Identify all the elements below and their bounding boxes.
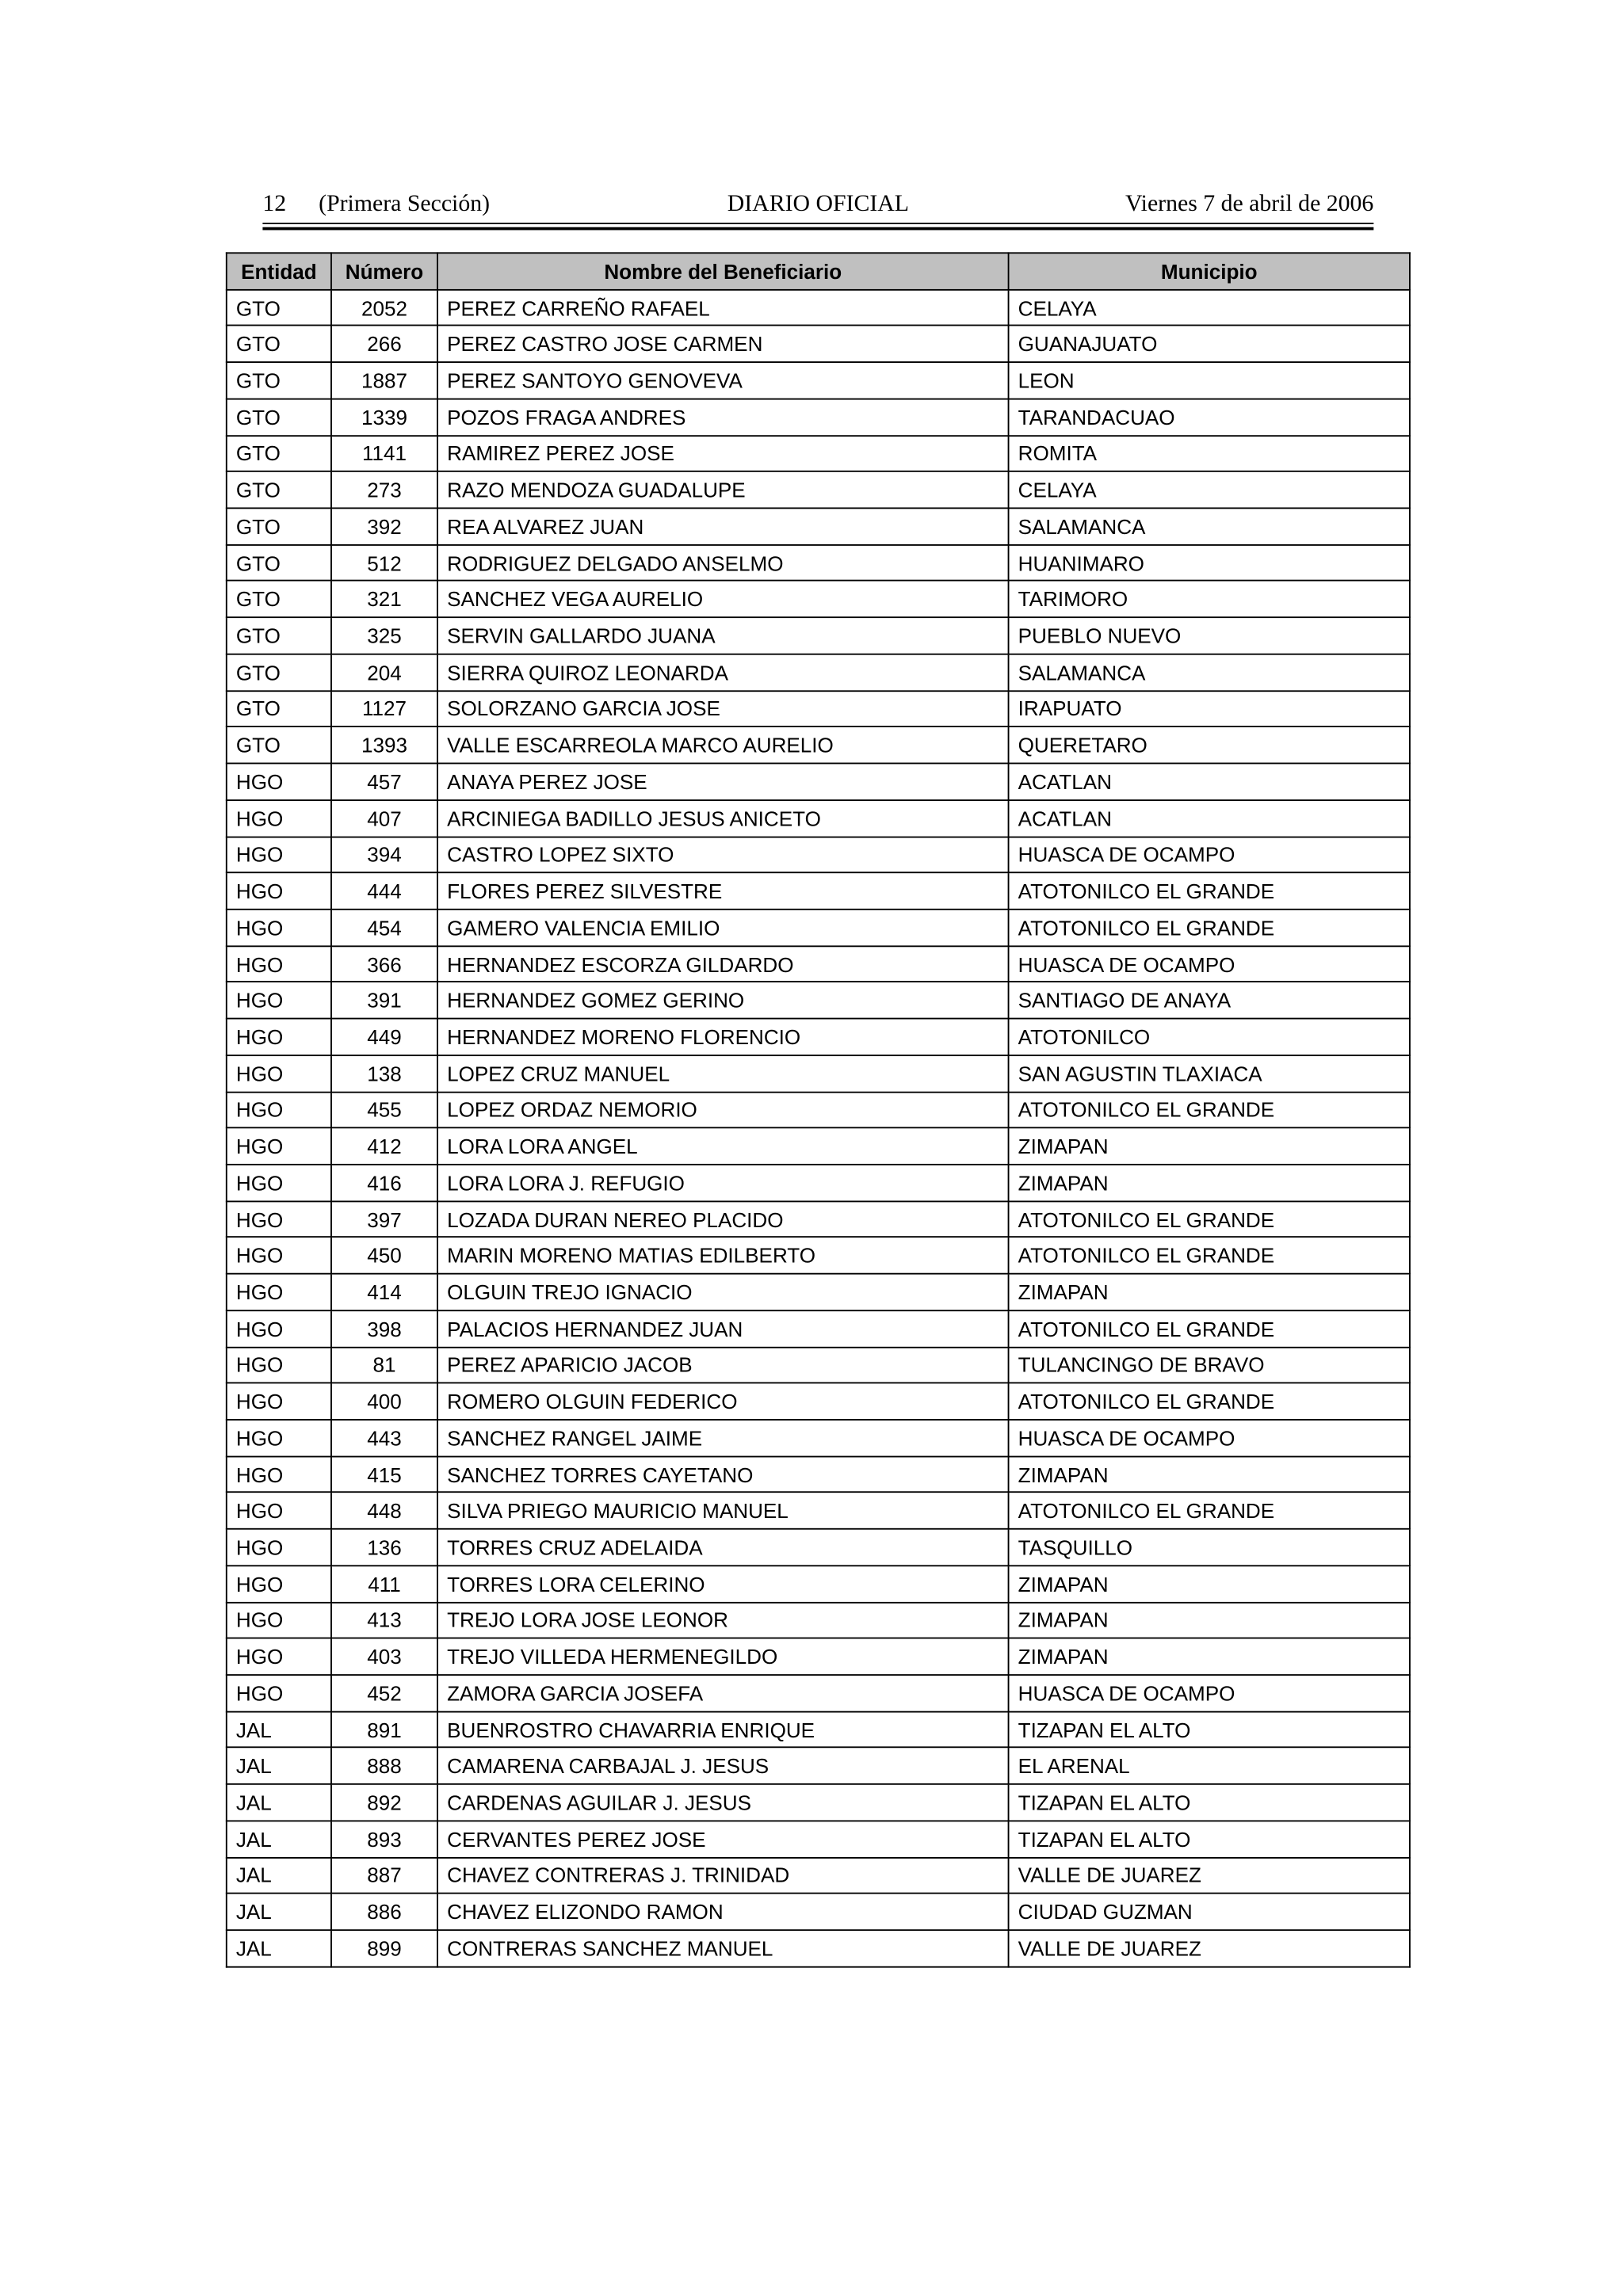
cell-entidad: GTO <box>227 544 331 581</box>
cell-numero: 892 <box>331 1784 437 1821</box>
cell-numero: 416 <box>331 1165 437 1201</box>
cell-municipio: SAN AGUSTIN TLAXIACA <box>1009 1055 1410 1092</box>
cell-entidad: HGO <box>227 1092 331 1128</box>
cell-nombre: VALLE ESCARREOLA MARCO AURELIO <box>437 727 1009 764</box>
cell-municipio: SANTIAGO DE ANAYA <box>1009 982 1410 1019</box>
cell-nombre: TORRES LORA CELERINO <box>437 1566 1009 1602</box>
cell-nombre: PEREZ CASTRO JOSE CARMEN <box>437 326 1009 362</box>
table-row <box>227 1638 1410 1675</box>
cell-entidad: HGO <box>227 800 331 837</box>
cell-entidad: HGO <box>227 1456 331 1493</box>
cell-nombre: SILVA PRIEGO MAURICIO MANUEL <box>437 1493 1009 1529</box>
cell-numero: 391 <box>331 982 437 1019</box>
cell-municipio: LEON <box>1009 362 1410 399</box>
cell-nombre: CHAVEZ CONTRERAS J. TRINIDAD <box>437 1857 1009 1894</box>
cell-nombre: SIERRA QUIROZ LEONARDA <box>437 654 1009 691</box>
cell-nombre: TREJO LORA JOSE LEONOR <box>437 1602 1009 1638</box>
cell-municipio: GUANAJUATO <box>1009 326 1410 362</box>
cell-numero: 893 <box>331 1821 437 1857</box>
table-row <box>227 1310 1410 1347</box>
cell-nombre: ARCINIEGA BADILLO JESUS ANICETO <box>437 800 1009 837</box>
cell-entidad: HGO <box>227 1128 331 1165</box>
cell-numero: 392 <box>331 508 437 544</box>
publication-date: Viernes 7 de abril de 2006 <box>1125 192 1374 217</box>
table-row <box>227 946 1410 982</box>
table-header-row <box>227 253 1410 289</box>
cell-nombre: PALACIOS HERNANDEZ JUAN <box>437 1310 1009 1347</box>
table-row <box>227 544 1410 581</box>
table-row <box>227 764 1410 800</box>
table-row <box>227 691 1410 727</box>
cell-nombre: GAMERO VALENCIA EMILIO <box>437 910 1009 946</box>
cell-entidad: HGO <box>227 873 331 910</box>
cell-municipio: ATOTONILCO EL GRANDE <box>1009 1383 1410 1420</box>
cell-municipio: ATOTONILCO EL GRANDE <box>1009 1092 1410 1128</box>
cell-numero: 899 <box>331 1930 437 1966</box>
cell-numero: 444 <box>331 873 437 910</box>
cell-entidad: HGO <box>227 1019 331 1055</box>
cell-numero: 1141 <box>331 435 437 471</box>
cell-numero: 1127 <box>331 691 437 727</box>
cell-nombre: POZOS FRAGA ANDRES <box>437 399 1009 435</box>
cell-nombre: ANAYA PEREZ JOSE <box>437 764 1009 800</box>
table-row <box>227 1165 1410 1201</box>
cell-entidad: HGO <box>227 910 331 946</box>
cell-municipio: ZIMAPAN <box>1009 1566 1410 1602</box>
cell-numero: 411 <box>331 1566 437 1602</box>
cell-numero: 454 <box>331 910 437 946</box>
cell-numero: 415 <box>331 1456 437 1493</box>
cell-entidad: GTO <box>227 471 331 508</box>
cell-municipio: ZIMAPAN <box>1009 1456 1410 1493</box>
cell-nombre: FLORES PEREZ SILVESTRE <box>437 873 1009 910</box>
cell-nombre: RAMIREZ PEREZ JOSE <box>437 435 1009 471</box>
table-row <box>227 1383 1410 1420</box>
cell-numero: 443 <box>331 1420 437 1456</box>
cell-nombre: SANCHEZ RANGEL JAIME <box>437 1420 1009 1456</box>
cell-entidad: HGO <box>227 1055 331 1092</box>
cell-numero: 2052 <box>331 289 437 326</box>
column-header-nombre: Nombre del Beneficiario <box>437 253 1009 289</box>
cell-municipio: HUANIMARO <box>1009 544 1410 581</box>
cell-numero: 449 <box>331 1019 437 1055</box>
cell-nombre: PEREZ APARICIO JACOB <box>437 1347 1009 1383</box>
cell-nombre: TORRES CRUZ ADELAIDA <box>437 1529 1009 1566</box>
table-row <box>227 727 1410 764</box>
cell-nombre: SERVIN GALLARDO JUANA <box>437 618 1009 654</box>
cell-entidad: JAL <box>227 1748 331 1784</box>
cell-numero: 412 <box>331 1128 437 1165</box>
cell-entidad: GTO <box>227 581 331 617</box>
cell-nombre: HERNANDEZ GOMEZ GERINO <box>437 982 1009 1019</box>
cell-municipio: ATOTONILCO <box>1009 1019 1410 1055</box>
cell-entidad: HGO <box>227 946 331 982</box>
cell-municipio: PUEBLO NUEVO <box>1009 618 1410 654</box>
table-row <box>227 1930 1410 1966</box>
table-row <box>227 1493 1410 1529</box>
cell-numero: 138 <box>331 1055 437 1092</box>
cell-municipio: TIZAPAN EL ALTO <box>1009 1784 1410 1821</box>
cell-entidad: GTO <box>227 289 331 326</box>
cell-entidad: GTO <box>227 399 331 435</box>
cell-numero: 321 <box>331 581 437 617</box>
table-body <box>227 289 1410 1966</box>
cell-entidad: HGO <box>227 1493 331 1529</box>
table-row <box>227 362 1410 399</box>
cell-municipio: ATOTONILCO EL GRANDE <box>1009 1238 1410 1274</box>
table-row <box>227 800 1410 837</box>
cell-entidad: JAL <box>227 1784 331 1821</box>
cell-entidad: HGO <box>227 1201 331 1238</box>
table-row <box>227 1894 1410 1930</box>
cell-municipio: CELAYA <box>1009 471 1410 508</box>
table-row <box>227 1748 1410 1784</box>
cell-nombre: LOPEZ CRUZ MANUEL <box>437 1055 1009 1092</box>
cell-municipio: ATOTONILCO EL GRANDE <box>1009 910 1410 946</box>
section-label: (Primera Sección) <box>319 192 491 217</box>
table-row <box>227 837 1410 873</box>
cell-numero: 414 <box>331 1274 437 1310</box>
cell-nombre: LORA LORA J. REFUGIO <box>437 1165 1009 1201</box>
cell-municipio: TIZAPAN EL ALTO <box>1009 1711 1410 1748</box>
table-row <box>227 326 1410 362</box>
table-row <box>227 1347 1410 1383</box>
cell-municipio: ACATLAN <box>1009 764 1410 800</box>
cell-numero: 512 <box>331 544 437 581</box>
cell-entidad: GTO <box>227 618 331 654</box>
cell-numero: 886 <box>331 1894 437 1930</box>
table-row <box>227 1128 1410 1165</box>
page-header <box>262 192 1373 221</box>
cell-nombre: HERNANDEZ ESCORZA GILDARDO <box>437 946 1009 982</box>
table-row <box>227 1456 1410 1493</box>
cell-numero: 1339 <box>331 399 437 435</box>
cell-municipio: CIUDAD GUZMAN <box>1009 1894 1410 1930</box>
cell-nombre: PEREZ SANTOYO GENOVEVA <box>437 362 1009 399</box>
table-row <box>227 1857 1410 1894</box>
cell-municipio: SALAMANCA <box>1009 508 1410 544</box>
cell-entidad: JAL <box>227 1894 331 1930</box>
cell-nombre: CHAVEZ ELIZONDO RAMON <box>437 1894 1009 1930</box>
cell-municipio: HUASCA DE OCAMPO <box>1009 946 1410 982</box>
cell-entidad: JAL <box>227 1857 331 1894</box>
publication-title: DIARIO OFICIAL <box>727 192 909 217</box>
cell-municipio: ZIMAPAN <box>1009 1274 1410 1310</box>
cell-entidad: GTO <box>227 727 331 764</box>
cell-entidad: GTO <box>227 326 331 362</box>
cell-entidad: GTO <box>227 362 331 399</box>
cell-entidad: HGO <box>227 1238 331 1274</box>
column-header-numero: Número <box>331 253 437 289</box>
column-header-entidad: Entidad <box>227 253 331 289</box>
cell-entidad: HGO <box>227 1383 331 1420</box>
cell-nombre: CONTRERAS SANCHEZ MANUEL <box>437 1930 1009 1966</box>
page-number: 12 <box>262 192 287 217</box>
cell-nombre: LOPEZ ORDAZ NEMORIO <box>437 1092 1009 1128</box>
table-row <box>227 873 1410 910</box>
cell-municipio: CELAYA <box>1009 289 1410 326</box>
cell-entidad: HGO <box>227 1638 331 1675</box>
cell-entidad: HGO <box>227 1165 331 1201</box>
cell-nombre: CERVANTES PEREZ JOSE <box>437 1821 1009 1857</box>
column-header-municipio: Municipio <box>1009 253 1410 289</box>
cell-municipio: ATOTONILCO EL GRANDE <box>1009 1493 1410 1529</box>
cell-entidad: HGO <box>227 1420 331 1456</box>
table-row <box>227 1602 1410 1638</box>
cell-numero: 394 <box>331 837 437 873</box>
table-row <box>227 1420 1410 1456</box>
header-rule-thin <box>262 223 1373 224</box>
cell-nombre: LOZADA DURAN NEREO PLACIDO <box>437 1201 1009 1238</box>
table-row <box>227 1274 1410 1310</box>
cell-municipio: TASQUILLO <box>1009 1529 1410 1566</box>
cell-entidad: HGO <box>227 764 331 800</box>
cell-numero: 413 <box>331 1602 437 1638</box>
cell-municipio: ZIMAPAN <box>1009 1638 1410 1675</box>
cell-nombre: ZAMORA GARCIA JOSEFA <box>437 1675 1009 1711</box>
cell-nombre: CAMARENA CARBAJAL J. JESUS <box>437 1748 1009 1784</box>
cell-numero: 273 <box>331 471 437 508</box>
cell-entidad: HGO <box>227 1566 331 1602</box>
cell-nombre: BUENROSTRO CHAVARRIA ENRIQUE <box>437 1711 1009 1748</box>
table-row <box>227 508 1410 544</box>
cell-nombre: SOLORZANO GARCIA JOSE <box>437 691 1009 727</box>
cell-municipio: IRAPUATO <box>1009 691 1410 727</box>
cell-municipio: ATOTONILCO EL GRANDE <box>1009 1201 1410 1238</box>
table-row <box>227 1566 1410 1602</box>
cell-municipio: HUASCA DE OCAMPO <box>1009 1420 1410 1456</box>
cell-numero: 452 <box>331 1675 437 1711</box>
table-row <box>227 1711 1410 1748</box>
cell-municipio: TULANCINGO DE BRAVO <box>1009 1347 1410 1383</box>
cell-numero: 455 <box>331 1092 437 1128</box>
cell-entidad: GTO <box>227 654 331 691</box>
cell-municipio: ZIMAPAN <box>1009 1128 1410 1165</box>
table-row <box>227 1201 1410 1238</box>
cell-municipio: SALAMANCA <box>1009 654 1410 691</box>
cell-municipio: HUASCA DE OCAMPO <box>1009 1675 1410 1711</box>
cell-municipio: ATOTONILCO EL GRANDE <box>1009 1310 1410 1347</box>
cell-municipio: TARIMORO <box>1009 581 1410 617</box>
cell-numero: 403 <box>331 1638 437 1675</box>
table-row <box>227 1055 1410 1092</box>
table-row <box>227 435 1410 471</box>
cell-numero: 366 <box>331 946 437 982</box>
cell-municipio: ROMITA <box>1009 435 1410 471</box>
table-row <box>227 1821 1410 1857</box>
cell-entidad: GTO <box>227 508 331 544</box>
cell-municipio: TARANDACUAO <box>1009 399 1410 435</box>
cell-nombre: TREJO VILLEDA HERMENEGILDO <box>437 1638 1009 1675</box>
cell-entidad: HGO <box>227 1274 331 1310</box>
cell-nombre: LORA LORA ANGEL <box>437 1128 1009 1165</box>
cell-nombre: OLGUIN TREJO IGNACIO <box>437 1274 1009 1310</box>
cell-municipio: VALLE DE JUAREZ <box>1009 1857 1410 1894</box>
table-row <box>227 581 1410 617</box>
cell-nombre: SANCHEZ TORRES CAYETANO <box>437 1456 1009 1493</box>
cell-numero: 1393 <box>331 727 437 764</box>
cell-numero: 448 <box>331 1493 437 1529</box>
cell-entidad: HGO <box>227 1347 331 1383</box>
cell-nombre: RAZO MENDOZA GUADALUPE <box>437 471 1009 508</box>
cell-numero: 1887 <box>331 362 437 399</box>
cell-entidad: JAL <box>227 1711 331 1748</box>
table-row <box>227 910 1410 946</box>
table-row <box>227 618 1410 654</box>
cell-entidad: HGO <box>227 1602 331 1638</box>
cell-numero: 325 <box>331 618 437 654</box>
table-row <box>227 1529 1410 1566</box>
cell-municipio: ACATLAN <box>1009 800 1410 837</box>
table-row <box>227 1784 1410 1821</box>
cell-numero: 397 <box>331 1201 437 1238</box>
beneficiaries-table <box>226 252 1411 1967</box>
cell-numero: 81 <box>331 1347 437 1383</box>
cell-nombre: HERNANDEZ MORENO FLORENCIO <box>437 1019 1009 1055</box>
cell-numero: 887 <box>331 1857 437 1894</box>
cell-entidad: HGO <box>227 1529 331 1566</box>
cell-municipio: VALLE DE JUAREZ <box>1009 1930 1410 1966</box>
table-row <box>227 399 1410 435</box>
table-row <box>227 654 1410 691</box>
cell-municipio: HUASCA DE OCAMPO <box>1009 837 1410 873</box>
cell-numero: 398 <box>331 1310 437 1347</box>
cell-entidad: GTO <box>227 435 331 471</box>
table-row <box>227 471 1410 508</box>
table-row <box>227 1092 1410 1128</box>
cell-numero: 450 <box>331 1238 437 1274</box>
cell-nombre: RODRIGUEZ DELGADO ANSELMO <box>437 544 1009 581</box>
cell-nombre: SANCHEZ VEGA AURELIO <box>437 581 1009 617</box>
cell-nombre: PEREZ CARREÑO RAFAEL <box>437 289 1009 326</box>
cell-nombre: REA ALVAREZ JUAN <box>437 508 1009 544</box>
table-row <box>227 1238 1410 1274</box>
cell-numero: 457 <box>331 764 437 800</box>
cell-nombre: CARDENAS AGUILAR J. JESUS <box>437 1784 1009 1821</box>
cell-numero: 407 <box>331 800 437 837</box>
cell-numero: 400 <box>331 1383 437 1420</box>
cell-entidad: JAL <box>227 1821 331 1857</box>
cell-entidad: GTO <box>227 691 331 727</box>
cell-numero: 136 <box>331 1529 437 1566</box>
cell-numero: 891 <box>331 1711 437 1748</box>
cell-municipio: ATOTONILCO EL GRANDE <box>1009 873 1410 910</box>
cell-entidad: HGO <box>227 982 331 1019</box>
cell-numero: 204 <box>331 654 437 691</box>
cell-entidad: JAL <box>227 1930 331 1966</box>
cell-numero: 888 <box>331 1748 437 1784</box>
cell-entidad: HGO <box>227 1310 331 1347</box>
cell-nombre: ROMERO OLGUIN FEDERICO <box>437 1383 1009 1420</box>
cell-municipio: TIZAPAN EL ALTO <box>1009 1821 1410 1857</box>
cell-municipio: ZIMAPAN <box>1009 1165 1410 1201</box>
table-row <box>227 289 1410 326</box>
cell-numero: 266 <box>331 326 437 362</box>
table-row <box>227 1675 1410 1711</box>
cell-nombre: CASTRO LOPEZ SIXTO <box>437 837 1009 873</box>
cell-entidad: HGO <box>227 1675 331 1711</box>
table-row <box>227 982 1410 1019</box>
cell-nombre: MARIN MORENO MATIAS EDILBERTO <box>437 1238 1009 1274</box>
cell-municipio: QUERETARO <box>1009 727 1410 764</box>
cell-municipio: EL ARENAL <box>1009 1748 1410 1784</box>
header-rule-thick <box>262 227 1373 231</box>
table-row <box>227 1019 1410 1055</box>
cell-municipio: ZIMAPAN <box>1009 1602 1410 1638</box>
cell-entidad: HGO <box>227 837 331 873</box>
